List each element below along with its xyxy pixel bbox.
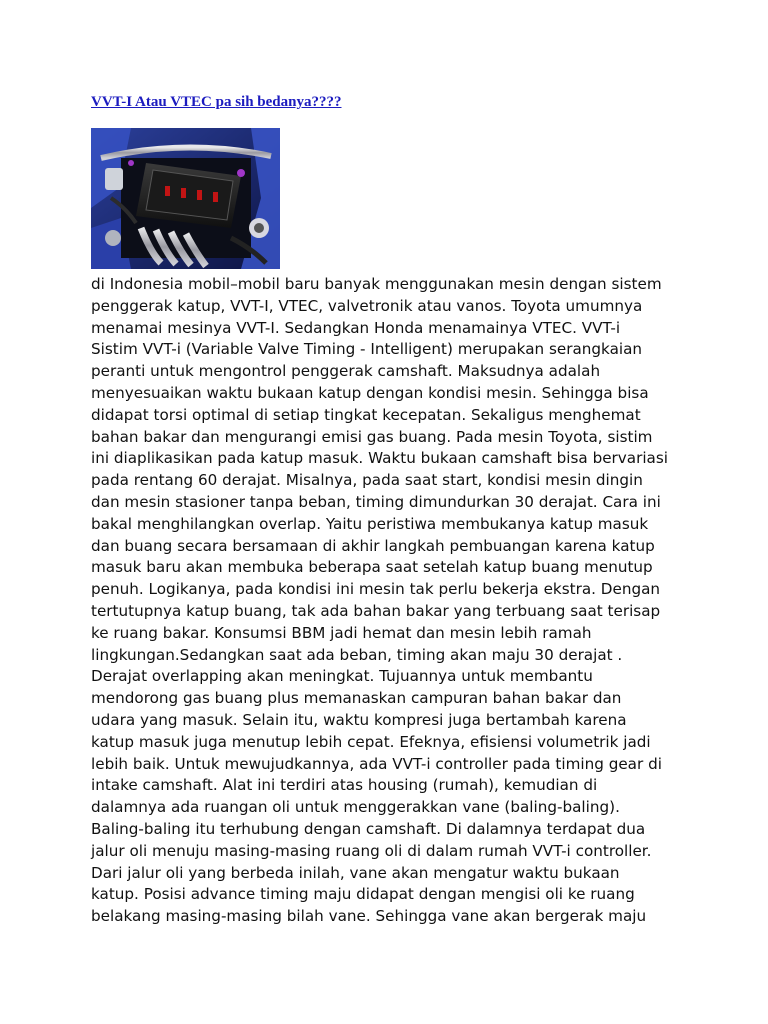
article-body-line: tertutupnya katup buang, tak ada bahan bakar yang terbuang saat terisap <box>91 601 661 620</box>
article-body-line: udara yang masuk. Selain itu, waktu kompresi juga bertambah karena <box>91 710 627 729</box>
article-body-line: katup masuk juga menutup lebih cepat. Efeknya, efisiensi volumetrik jadi <box>91 732 651 751</box>
engine-photo-illustration <box>91 128 280 269</box>
article-title-link[interactable]: VVT-I Atau VTEC pa sih bedanya???? <box>91 94 342 110</box>
article-body-line: di Indonesia mobil–mobil baru banyak menggunakan mesin dengan sistem <box>91 275 662 293</box>
article-body-line: ke ruang bakar. Konsumsi BBM jadi hemat dan mesin lebih ramah <box>91 623 592 642</box>
article-body-line: Dari jalur oli yang berbeda inilah, vane akan mengatur waktu bukaan <box>91 863 620 882</box>
article-body-line: peranti untuk mengontrol penggerak camshaft. Maksudnya adalah <box>91 362 601 381</box>
article-body-line: intake camshaft. Alat ini terdiri atas housing (rumah), kemudian di <box>91 776 598 795</box>
article-body-line: ini diaplikasikan pada katup masuk. Waktu bukaan camshaft bisa bervariasi <box>91 449 668 468</box>
article-body-line: penuh. Logikanya, pada kondisi ini mesin tak perlu bekerja ekstra. Dengan <box>91 580 661 599</box>
article-body-line: lingkungan.Sedangkan saat ada beban, timing akan maju 30 derajat . <box>91 645 623 664</box>
article-body-line: penggerak katup, VVT-I, VTEC, valvetronik atau vanos. Toyota umumnya <box>91 296 643 315</box>
article-body-line: dan buang secara bersamaan di akhir langkah pembuangan karena katup <box>91 536 655 555</box>
article-body-line: menamai mesinya VVT-I. Sedangkan Honda menamainya VTEC. VVT-i <box>91 318 621 337</box>
article-body-line: pada rentang 60 derajat. Misalnya, pada saat start, kondisi mesin dingin <box>91 471 643 490</box>
engine-photo <box>91 128 280 269</box>
article-body-line: bahan bakar dan mengurangi emisi gas buang. Pada mesin Toyota, sistim <box>91 427 653 446</box>
article-body-line: jalur oli menuju masing-masing ruang oli di dalam rumah VVT-i controller. <box>91 841 652 860</box>
article-body-line: katup. Posisi advance timing maju didapat dengan mengisi oli ke ruang <box>91 885 635 904</box>
article-body-line: masuk baru akan membuka beberapa saat setelah katup buang menutup <box>91 558 653 577</box>
article-body-line: Sistim VVT-i (Variable Valve Timing - Intelligent) merupakan serangkaian <box>91 340 643 359</box>
article-body-line: mendorong gas buang plus memanaskan campuran bahan bakar dan <box>91 689 622 708</box>
article-body-line: menyesuaikan waktu bukaan katup dengan kondisi mesin. Sehingga bisa <box>91 383 649 402</box>
article-body <box>91 274 691 928</box>
article-body-line: didapat torsi optimal di setiap tingkat kecepatan. Sekaligus menghemat <box>91 405 641 424</box>
article-body-line: Baling-baling itu terhubung dengan camshaft. Di dalamnya terdapat dua <box>91 819 646 838</box>
article-body-line: lebih baik. Untuk mewujudkannya, ada VVT-i controller pada timing gear di <box>91 754 662 773</box>
article-body-line: dalamnya ada ruangan oli untuk menggerakkan vane (baling-baling). <box>91 798 620 817</box>
article-body-line: dan mesin stasioner tanpa beban, timing dimundurkan 30 derajat. Cara ini <box>91 492 661 511</box>
article-body-line: Derajat overlapping akan meningkat. Tujuannya untuk membantu <box>91 667 593 686</box>
article-body-line: bakal menghilangkan overlap. Yaitu peristiwa membukanya katup masuk <box>91 514 649 533</box>
article-body-line: belakang masing-masing bilah vane. Sehingga vane akan bergerak maju <box>91 907 647 926</box>
